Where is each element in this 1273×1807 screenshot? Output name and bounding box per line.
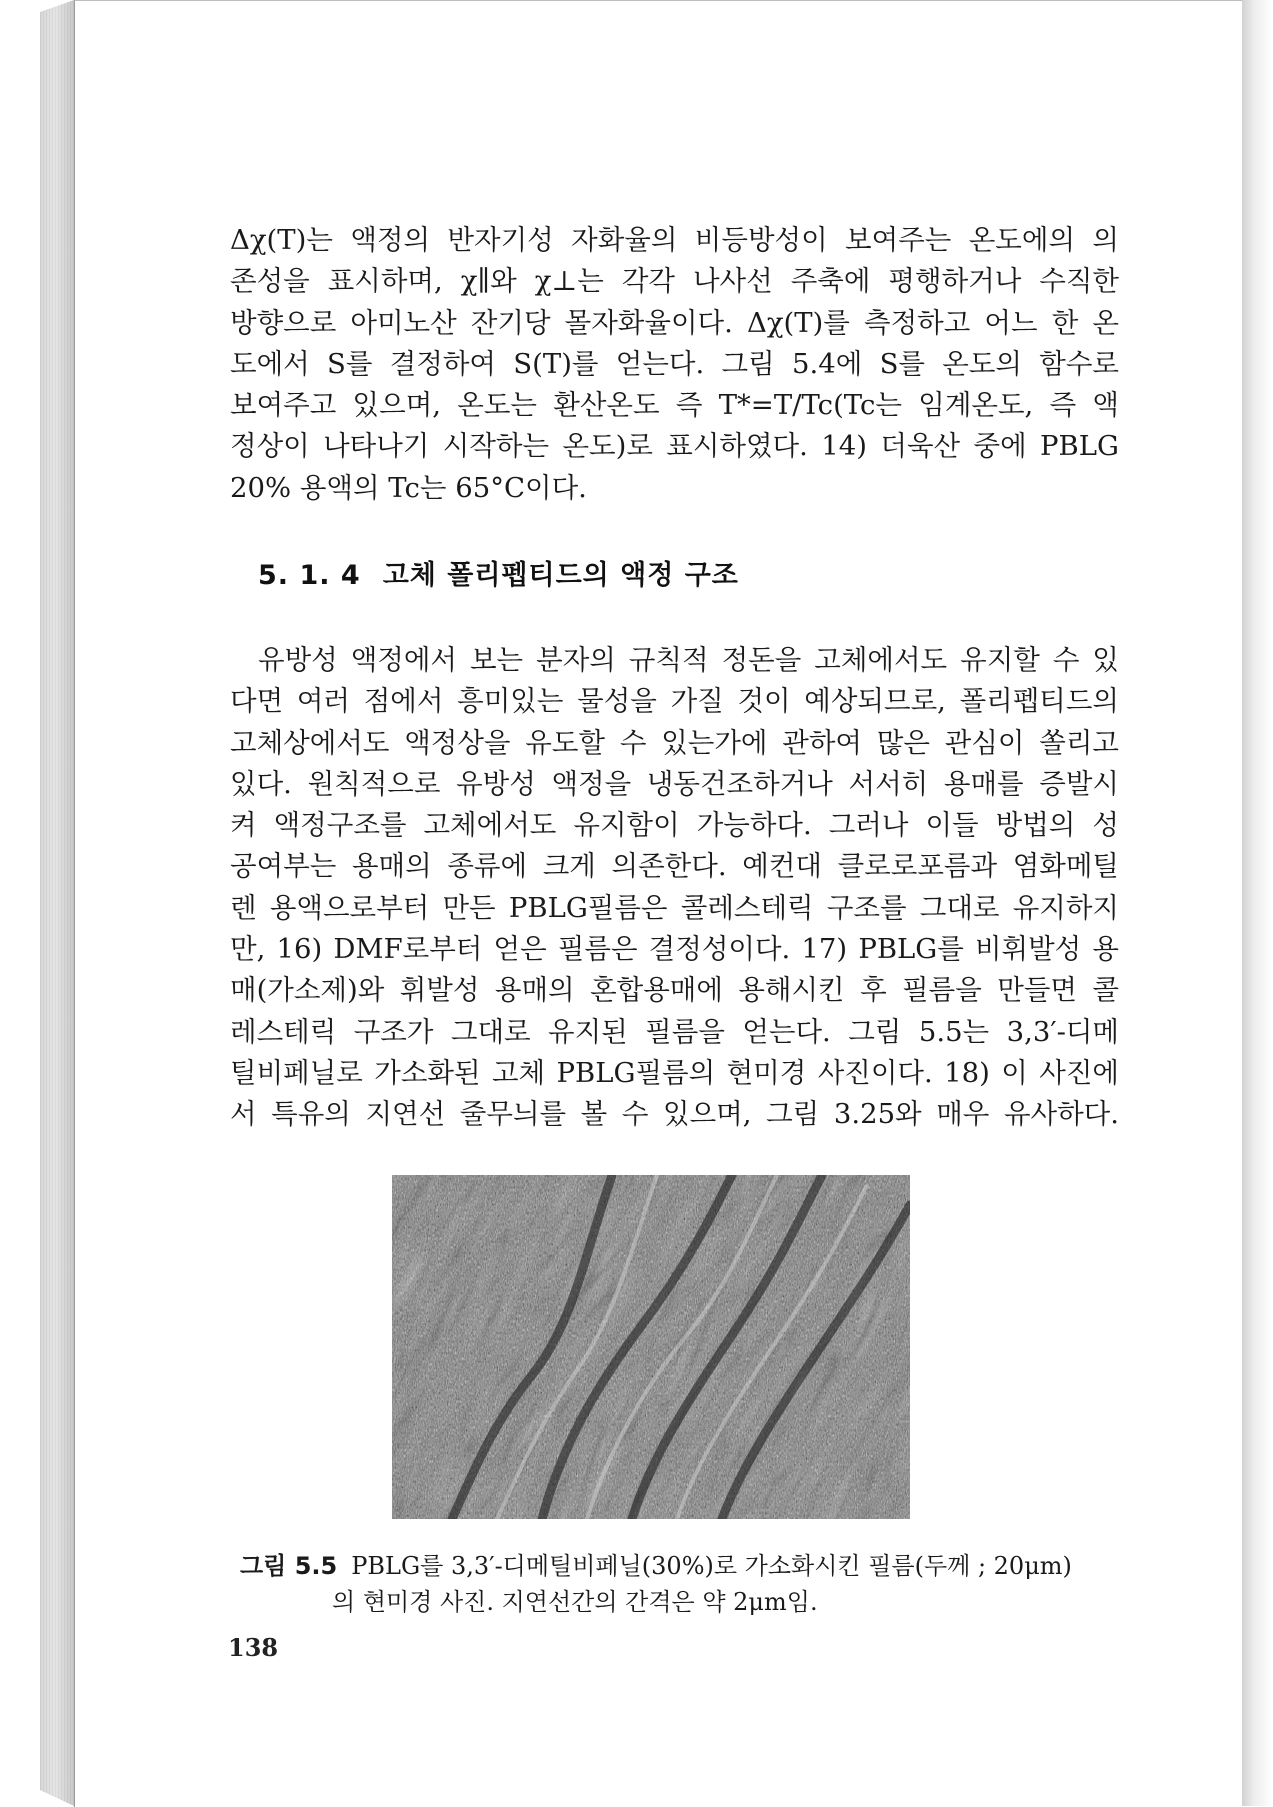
text-line: 도에서 S를 결정하여 S(T)를 얻는다. 그림 5.4에 S를 온도의 함수로 [230,347,1119,380]
figure-caption [240,1548,1120,1620]
text-line: 매(가소제)와 휘발성 용매의 혼합용매에 용해시킨 후 필름을 만들면 콜 [230,974,1119,1007]
text-line: 레스테릭 구조가 그대로 유지된 필름을 얻는다. 그림 5.5는 3,3′-디메 [230,1015,1119,1048]
text-line: 존성을 표시하며, χ∥와 χ⊥는 각각 나사선 주축에 평행하거나 수직한 [230,265,1119,298]
text-line: 보여주고 있으며, 온도는 환산온도 즉 T*=T/Tc(Tc는 임계온도, 즉 액 [230,389,1119,422]
paragraph-solid-polypeptide [230,640,1119,1136]
section-number: 5. 1. 4 [258,560,361,591]
text-line: 고체상에서도 액정상을 유도할 수 있는가에 관하여 많은 관심이 쏠리고 [230,726,1119,759]
paragraph-susceptibility [230,220,1119,509]
text-line: 20% 용액의 Tc는 65°C이다. [230,471,587,504]
page-number: 138 [228,1633,279,1662]
text-line: 방향으로 아미노산 잔기당 몰자화율이다. Δχ(T)를 측정하고 어느 한 온 [230,306,1119,339]
text-line: Δχ(T)는 액정의 반자기성 자화율의 비등방성이 보여주는 온도에의 의 [230,224,1119,256]
text-line: 서 특유의 지연선 줄무늬를 볼 수 있으며, 그림 3.25와 매우 유사하다. [230,1098,1119,1131]
caption-line-2: 의 현미경 사진. 지연선간의 간격은 약 2μm임. [332,1588,818,1616]
text-line: 있다. 원칙적으로 유방성 액정을 냉동건조하거나 서서히 용매를 증발시 [230,767,1119,800]
section-title: 고체 폴리펩티드의 액정 구조 [382,560,739,591]
text-line: 공여부는 용매의 종류에 크게 의존한다. 예컨대 클로로포름과 염화메틸 [230,850,1119,883]
text-line: 정상이 나타나기 시작하는 온도)로 표시하였다. 14) 더욱산 중에 PBLG [230,430,1119,463]
text-line: 렌 용액으로부터 만든 PBLG필름은 콜레스테릭 구조를 그대로 유지하지 [230,891,1119,924]
micrograph-figure [392,1175,910,1519]
text-line: 만, 16) DMF로부터 얻은 필름은 결정성이다. 17) PBLG를 비휘발성 용 [230,933,1119,966]
micrograph-image [392,1175,910,1519]
caption-line-1: PBLG를 3,3′-디메틸비페닐(30%)로 가소화시킨 필름(두께 ; 20μm) [351,1552,1072,1580]
book-page-edge [40,0,74,1806]
text-line: 다면 여러 점에서 흥미있는 물성을 가질 것이 예상되므로, 폴리펩티드의 [230,685,1119,718]
page-shadow [1241,0,1273,1806]
text-line: 틸비페닐로 가소화된 고체 PBLG필름의 현미경 사진이다. 18) 이 사진에 [230,1056,1119,1089]
section-heading [258,553,739,592]
figure-label: 그림 5.5 [240,1552,338,1580]
text-line: 켜 액정구조를 고체에서도 유지함이 가능하다. 그러나 이들 방법의 성 [230,809,1119,842]
text-line: 유방성 액정에서 보는 분자의 규칙적 정돈을 고체에서도 유지할 수 있 [258,644,1119,676]
